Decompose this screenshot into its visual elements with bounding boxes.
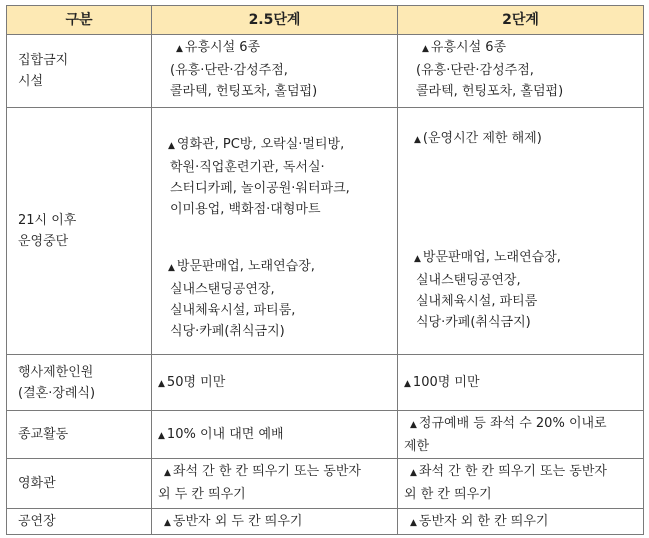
cell-line: 좌석 간 한 칸 띄우기 또는 동반자 xyxy=(172,464,361,479)
cell-level-2 xyxy=(398,411,644,459)
cell-line: 유흥시설 6종 xyxy=(184,40,261,55)
cell-line: 100명 미만 xyxy=(412,375,480,390)
cell-level-2 xyxy=(398,35,644,108)
bullet-icon: ▲ xyxy=(164,518,171,528)
cell-level-2-5 xyxy=(152,459,398,509)
bullet-icon: ▲ xyxy=(414,254,421,264)
cell-line: (운영시간 제한 해제) xyxy=(422,131,542,146)
header-level-2-5: 2.5단계 xyxy=(152,6,398,35)
cell-line: 좌석 간 한 칸 띄우기 또는 동반자 xyxy=(418,464,607,479)
cell-line: 방문판매업, 노래연습장, xyxy=(176,259,315,274)
table-row xyxy=(7,35,644,108)
row-label-line: 종교활동 xyxy=(18,427,69,442)
bullet-icon: ▲ xyxy=(168,141,175,151)
header-level-2: 2단계 xyxy=(398,6,644,35)
table-row xyxy=(7,411,644,459)
cell-line: 실내스탠딩공연장, xyxy=(416,273,521,288)
bullet-icon: ▲ xyxy=(158,431,165,441)
bullet-icon: ▲ xyxy=(410,468,417,478)
cell-line: 콜라텍, 헌팅포차, 홀덤펍) xyxy=(416,84,564,99)
bullet-icon: ▲ xyxy=(422,44,429,54)
bullet-icon: ▲ xyxy=(410,420,417,430)
bullet-icon: ▲ xyxy=(168,263,175,273)
row-label-line: 21시 이후 xyxy=(18,213,77,228)
row-label-line: 공연장 xyxy=(18,514,56,529)
cell-line: (유흥·단란·감성주점, xyxy=(170,63,288,78)
row-label xyxy=(7,411,152,459)
row-label-line: (결혼·장례식) xyxy=(18,385,96,401)
cell-line: 학원·직업훈련기관, 독서실· xyxy=(170,160,325,175)
row-label xyxy=(7,108,152,355)
cell-level-2-5 xyxy=(152,355,398,411)
row-label-line: 영화관 xyxy=(18,476,56,491)
cell-line: 영화관, PC방, 오락실·멀티방, xyxy=(176,137,345,152)
cell-line: 유흥시설 6종 xyxy=(430,40,507,55)
table-row xyxy=(7,355,644,411)
bullet-icon: ▲ xyxy=(410,518,417,528)
table-row xyxy=(7,509,644,535)
row-label-line: 운영중단 xyxy=(18,234,69,249)
cell-level-2 xyxy=(398,509,644,535)
table-row xyxy=(7,108,644,355)
row-label-line: 시설 xyxy=(18,74,44,89)
cell-level-2 xyxy=(398,459,644,509)
cell-line: 이미용업, 백화점·대형마트 xyxy=(170,202,321,217)
cell-line: 제한 xyxy=(404,439,430,454)
cell-line: 식당·카페(취식금지) xyxy=(416,315,531,330)
cell-level-2-5 xyxy=(152,411,398,459)
cell-line: 동반자 외 두 칸 띄우기 xyxy=(172,514,303,529)
row-label xyxy=(7,509,152,535)
comparison-table xyxy=(6,5,644,535)
cell-line: 콜라텍, 헌팅포차, 홀덤펍) xyxy=(170,84,318,99)
cell-level-2-5 xyxy=(152,35,398,108)
cell-line: 10% 이내 대면 예배 xyxy=(166,427,284,442)
cell-line: (유흥·단란·감성주점, xyxy=(416,63,534,78)
row-label-line: 행사제한인원 xyxy=(18,364,94,380)
bullet-icon: ▲ xyxy=(414,135,421,145)
header-category: 구분 xyxy=(7,6,152,35)
row-label xyxy=(7,355,152,411)
cell-level-2-5 xyxy=(152,509,398,535)
bullet-icon: ▲ xyxy=(404,379,411,389)
cell-line: 정규예배 등 좌석 수 20% 이내로 xyxy=(418,416,607,431)
cell-line: 실내체육시설, 파티룸 xyxy=(416,294,538,309)
header-row xyxy=(7,6,644,35)
cell-line: 동반자 외 한 칸 띄우기 xyxy=(418,514,549,529)
row-label xyxy=(7,459,152,509)
row-label-line: 집합금지 xyxy=(18,53,69,68)
cell-line: 방문판매업, 노래연습장, xyxy=(422,250,561,265)
table-row xyxy=(7,459,644,509)
cell-level-2 xyxy=(398,355,644,411)
cell-line: 실내스탠딩공연장, xyxy=(170,282,275,297)
bullet-icon: ▲ xyxy=(158,379,165,389)
row-label xyxy=(7,35,152,108)
bullet-icon: ▲ xyxy=(164,468,171,478)
cell-line: 실내체육시설, 파티룸, xyxy=(170,303,296,318)
cell-line: 외 두 칸 띄우기 xyxy=(158,487,246,502)
cell-line: 식당·카페(취식금지) xyxy=(170,324,285,339)
cell-line: 외 한 칸 띄우기 xyxy=(404,487,492,502)
bullet-icon: ▲ xyxy=(176,44,183,54)
cell-level-2 xyxy=(398,108,644,355)
cell-line: 스터디카페, 놀이공원·워터파크, xyxy=(170,181,350,196)
cell-line: 50명 미만 xyxy=(166,375,226,390)
cell-level-2-5 xyxy=(152,108,398,355)
